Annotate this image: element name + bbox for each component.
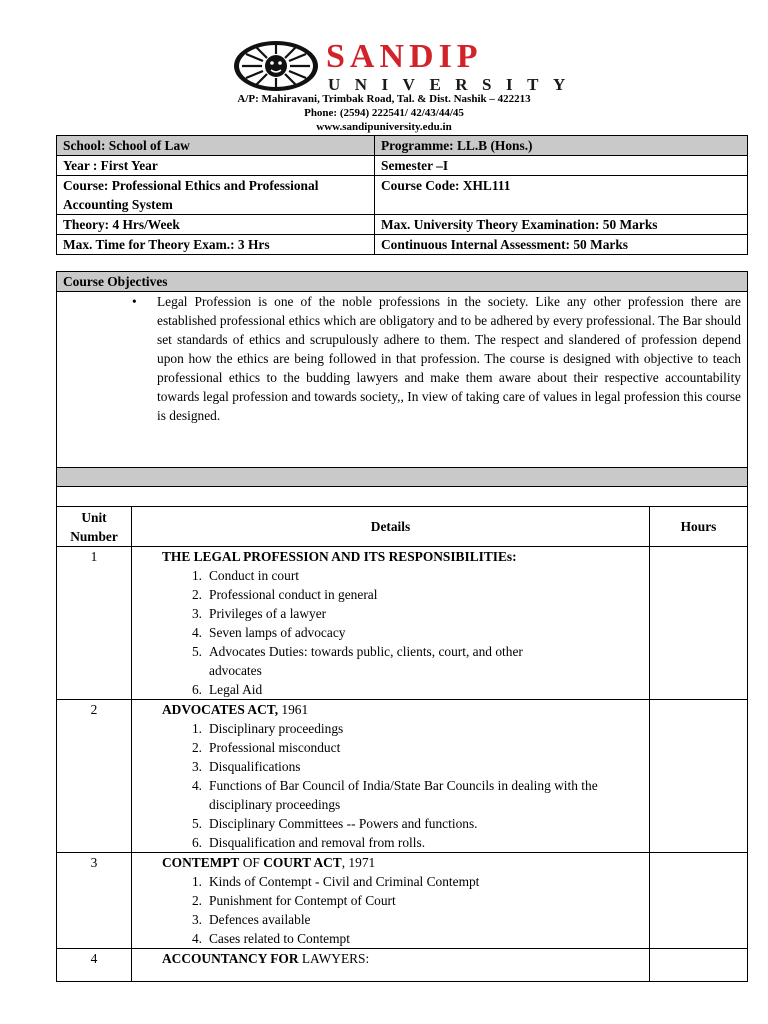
brand-sub: UNIVERSITY [328,75,580,94]
unit-details [132,949,650,982]
topic-list [162,719,649,852]
table-row [57,700,748,853]
lion-emblem-icon [232,40,320,92]
unit-hours [650,949,748,982]
phone-line: Phone: (2594) 222541/ 42/43/44/45 [304,107,464,119]
list-item: 1. Kinds of Contempt - Civil and Criminal Contempt [191,874,480,889]
unit-title: CONTEMPT OF COURT ACT, 1971 [162,855,376,870]
unit-number: 1 [57,547,132,700]
list-item: 5. Disciplinary Committees -- Powers and functions. [191,816,478,831]
school-cell: School: School of Law [57,136,375,156]
brand-name: SANDIP [326,38,483,75]
list-item: 5. Advocates Duties: towards public, clients, court, and other advocates [191,644,523,678]
list-item: 1. Disciplinary proceedings [191,721,344,736]
topic-list [162,566,649,699]
address-line: A/P: Mahiravani, Trimbak Road, Tal. & Dist. Nashik – 422213 [237,93,531,105]
table-row [57,853,748,949]
unit-details [132,700,650,853]
list-item: 4. Cases related to Contempt [191,931,350,946]
objectives-heading: Course Objectives [57,272,748,292]
letterhead [0,36,768,134]
unit-title: ADVOCATES ACT, 1961 [162,702,309,717]
units-table [56,506,748,982]
max-exam-cell: Max. University Theory Examination: 50 Marks [375,215,748,235]
list-item: 6. Disqualification and removal from rolls. [191,835,426,850]
list-item: 6. Legal Aid [191,682,263,697]
bullet-icon: • [132,294,137,309]
col-unit-number: Unit Number [57,507,132,547]
unit-title: THE LEGAL PROFESSION AND ITS RESPONSIBILITIEs: [162,549,517,564]
year-cell: Year : First Year [57,156,375,176]
list-item: 2. Professional conduct in general [191,587,378,602]
unit-details [132,547,650,700]
course-info-table [56,135,748,255]
website-link[interactable]: www.sandipuniversity.edu.in [316,121,452,133]
theory-cell: Theory: 4 Hrs/Week [57,215,375,235]
list-item: 2. Punishment for Contempt of Court [191,893,396,908]
objectives-empty-row [57,487,748,507]
table-row [57,547,748,700]
list-item: 3. Privileges of a lawyer [191,606,327,621]
course-objectives-table [56,271,748,507]
course-cell: Course: Professional Ethics and Professional Accounting System [57,176,375,215]
objectives-grey-row [57,468,748,487]
objective-text: Legal Profession is one of the noble professions in the society. Like any other profession there are established professional ethics which are obligatory and to be adhered by every professional. The Bar should set standards of ethics and scrupulously adhere to them. The respect and slandered of profession depend upon how the ethics are being followed in that profession. The course is designed with objective to teach professional ethics to the budding lawyers and make them aware about their respective accountability towards legal profession and towards society,, In view of taking care of values in legal profession this course is designed. [157,294,741,423]
unit-number: 2 [57,700,132,853]
unit-hours [650,700,748,853]
unit-title: ACCOUNTANCY FOR LAWYERS: [162,951,370,966]
list-item: 3. Defences available [191,912,311,927]
semester-cell: Semester –I [375,156,748,176]
unit-number: 3 [57,853,132,949]
list-item: 4. Functions of Bar Council of India/State Bar Councils in dealing with the disciplinary proceedings [191,778,598,812]
unit-hours [650,853,748,949]
list-item: 1. Conduct in court [191,568,300,583]
brand-wordmark [326,40,580,95]
col-hours: Hours [650,507,748,547]
unit-hours [650,547,748,700]
objectives-body [57,292,748,468]
objective-item [57,292,747,425]
course-code-cell: Course Code: XHL111 [375,176,748,215]
list-item: 2. Professional misconduct [191,740,341,755]
max-time-cell: Max. Time for Theory Exam.: 3 Hrs [57,235,375,255]
table-row [57,949,748,982]
col-details: Details [132,507,650,547]
list-item: 4. Seven lamps of advocacy [191,625,346,640]
programme-cell: Programme: LL.B (Hons.) [375,136,748,156]
cia-cell: Continuous Internal Assessment: 50 Marks [375,235,748,255]
unit-number: 4 [57,949,132,982]
unit-details [132,853,650,949]
topic-list [162,872,649,948]
list-item: 3. Disqualifications [191,759,301,774]
